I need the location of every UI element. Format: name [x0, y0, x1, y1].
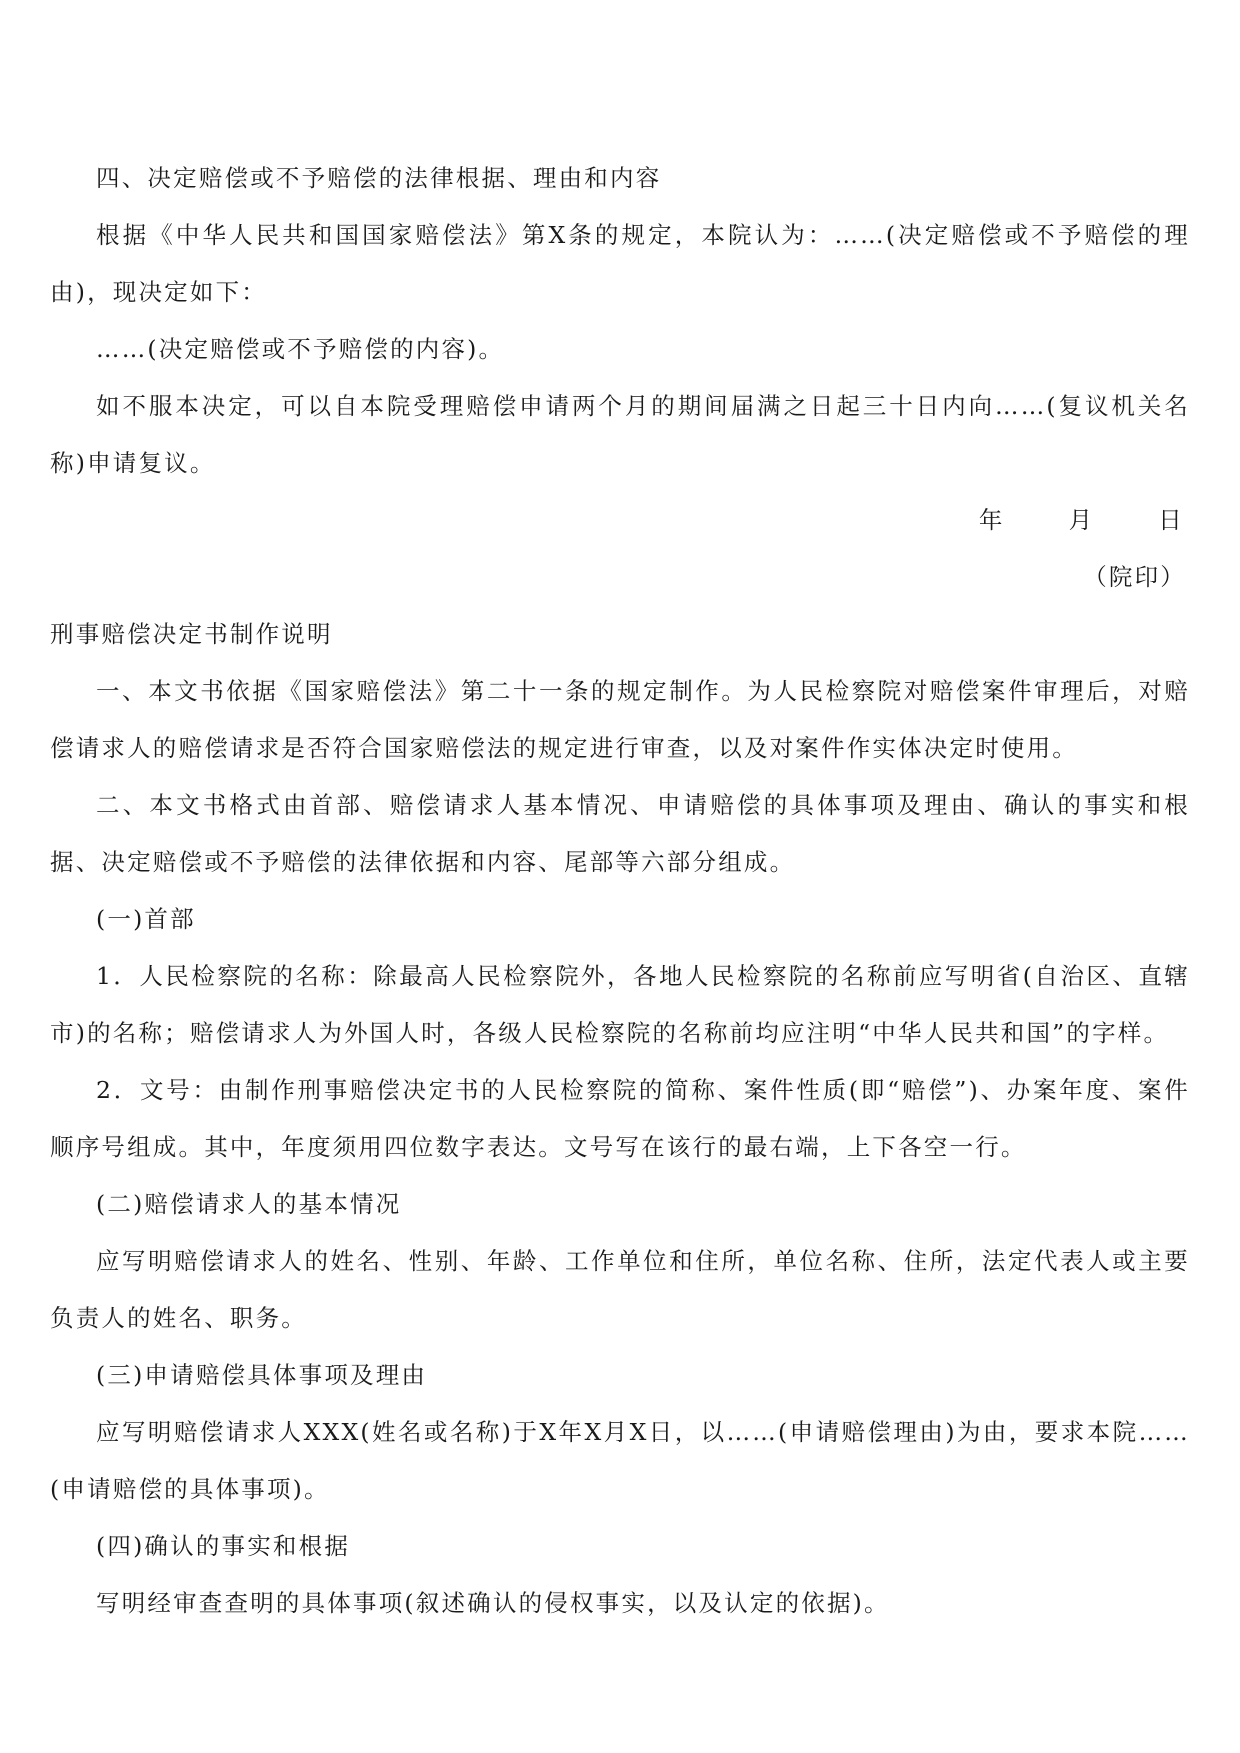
item-two-paragraph: 2．文号：由制作刑事赔偿决定书的人民检察院的简称、案件性质(即“赔偿”)、办案年度、案件顺序号组成。其中，年度须用四位数字表达。文号写在该行的最右端，上下各空一行。 [50, 1076, 1190, 1161]
subsection-two-body: 应写明赔偿请求人的姓名、性别、年龄、工作单位和住所，单位名称、住所，法定代表人或主要负责人的姓名、职务。 [50, 1247, 1190, 1332]
subsection-one-title: (一)首部 [96, 905, 196, 933]
instruction-two-paragraph: 二、本文书格式由首部、赔偿请求人基本情况、申请赔偿的具体事项及理由、确认的事实和根据、决定赔偿或不予赔偿的法律依据和内容、尾部等六部分组成。 [50, 791, 1190, 876]
item-one-paragraph: 1．人民检察院的名称：除最高人民检察院外，各地人民检察院的名称前应写明省(自治区、直辖市)的名称；赔偿请求人为外国人时，各级人民检察院的名称前均应注明“中华人民共和国”的字样。 [50, 962, 1190, 1047]
subsection-three-title: (三)申请赔偿具体事项及理由 [96, 1361, 428, 1389]
subsection-four-title: (四)确认的事实和根据 [96, 1532, 351, 1560]
instructions-title: 刑事赔偿决定书制作说明 [50, 620, 333, 648]
subsection-two-title: (二)赔偿请求人的基本情况 [96, 1190, 402, 1218]
decision-content-paragraph: ……(决定赔偿或不予赔偿的内容)。 [96, 335, 505, 363]
document-body [50, 150, 1190, 1632]
date-line [50, 492, 1190, 549]
appeal-notice-paragraph: 如不服本决定，可以自本院受理赔偿申请两个月的期间届满之日起三十日内向……(复议机关名称)申请复议。 [50, 392, 1190, 477]
date-month: 月 [1068, 506, 1095, 534]
instruction-one-paragraph: 一、本文书依据《国家赔偿法》第二十一条的规定制作。为人民检察院对赔偿案件审理后，对赔偿请求人的赔偿请求是否符合国家赔偿法的规定进行审查，以及对案件作实体决定时使用。 [50, 677, 1190, 762]
subsection-three-body: 应写明赔偿请求人XXX(姓名或名称)于X年X月X日，以……(申请赔偿理由)为由，要求本院……(申请赔偿的具体事项)。 [50, 1418, 1190, 1503]
date-year: 年 [978, 506, 1005, 534]
seal-line: （院印） [1083, 563, 1186, 591]
legal-basis-paragraph: 根据《中华人民共和国国家赔偿法》第X条的规定，本院认为：……(决定赔偿或不予赔偿的理由)，现决定如下： [50, 221, 1190, 306]
date-day: 日 [1158, 506, 1184, 534]
section-heading-four: 四、决定赔偿或不予赔偿的法律根据、理由和内容 [96, 164, 662, 192]
subsection-four-body: 写明经审查查明的具体事项(叙述确认的侵权事实，以及认定的依据)。 [96, 1589, 890, 1617]
